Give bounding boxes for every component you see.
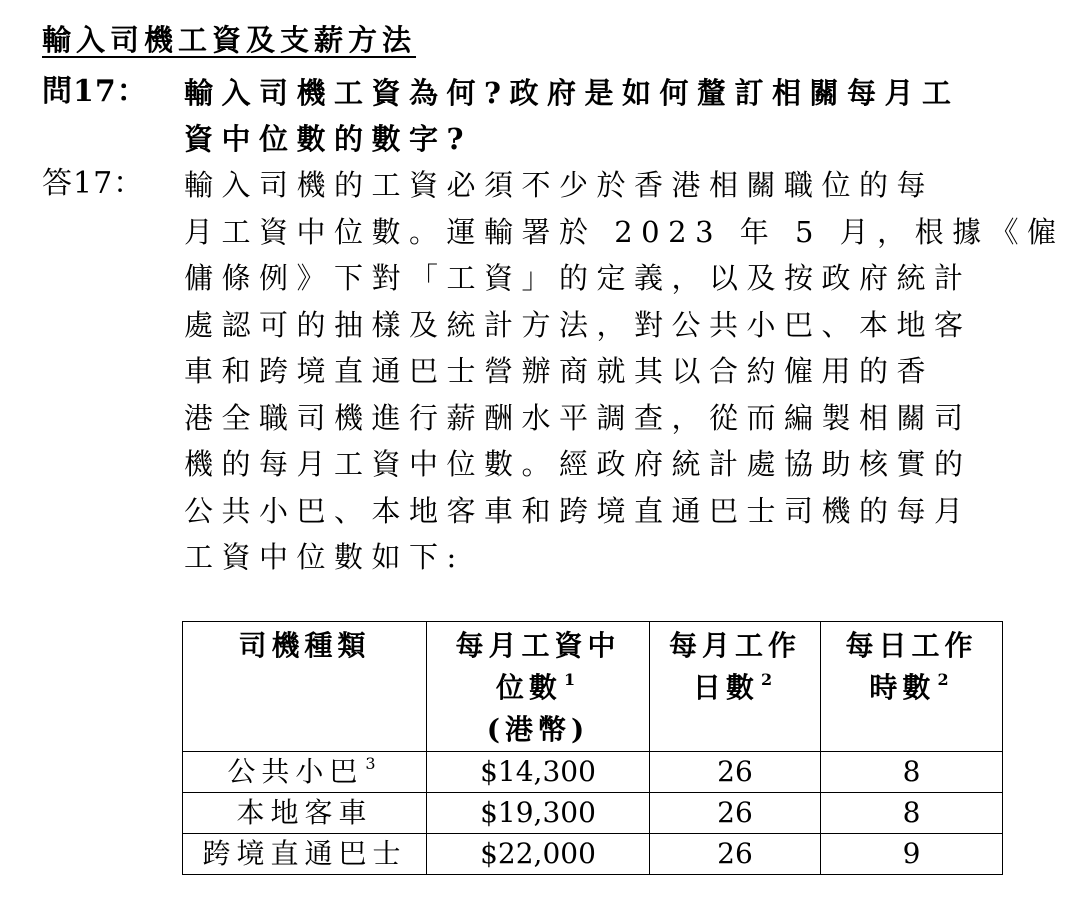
cell-median-wage: $14,300 bbox=[427, 752, 650, 793]
section-heading: 輸入司機工資及支薪方法 bbox=[42, 23, 417, 57]
answer-line: 傭條例》下對「工資」的定義，以及按政府統計 bbox=[184, 261, 972, 295]
header-line: (港幣) bbox=[486, 713, 590, 746]
cell-work-hours: 8 bbox=[821, 793, 1003, 834]
header-line: 時數 bbox=[869, 671, 936, 704]
question-line: 資中位數的數字? bbox=[184, 122, 472, 156]
header-line: 每月工資中 bbox=[455, 629, 621, 662]
answer-line: 處認可的抽樣及統計方法，對公共小巴、本地客 bbox=[184, 307, 972, 342]
answer-line: 輸入司機的工資必須不少於香港相關職位的每 bbox=[184, 168, 935, 202]
cell-work-days: 26 bbox=[650, 793, 821, 834]
header-line: 每日工作 bbox=[845, 629, 978, 662]
question-text bbox=[184, 70, 1034, 162]
header-line: 位數 bbox=[495, 671, 562, 704]
cell-work-hours: 9 bbox=[821, 834, 1003, 875]
answer-line: 港全職司機進行薪酬水平調查，從而編製相關司 bbox=[184, 400, 972, 435]
cell-driver-type: 跨境直通巴士 bbox=[183, 834, 427, 875]
question-line: 輸入司機工資為何?政府是如何釐訂相關每月工 bbox=[184, 76, 960, 110]
header-median-wage bbox=[427, 622, 650, 752]
cell-driver-type: 公共小巴 $^3$ bbox=[183, 752, 427, 793]
question-label: 問17： bbox=[42, 74, 148, 109]
header-line: 日數 bbox=[692, 671, 759, 704]
footnote-mark: 2 bbox=[760, 670, 778, 689]
answer-line: 工資中位數如下: bbox=[184, 540, 465, 574]
cell-work-days: 26 bbox=[650, 834, 821, 875]
cell-median-wage: $19,300 bbox=[427, 793, 650, 834]
cell-work-hours: 8 bbox=[821, 752, 1003, 793]
cell-median-wage: $22,000 bbox=[427, 834, 650, 875]
wage-table bbox=[182, 621, 1003, 875]
header-driver-type bbox=[183, 622, 427, 752]
cell-driver-type: 本地客車 bbox=[183, 793, 427, 834]
answer-line: 車和跨境直通巴士營辦商就其以合約僱用的香 bbox=[184, 354, 935, 388]
table-row bbox=[183, 793, 1003, 834]
cell-work-days: 26 bbox=[650, 752, 821, 793]
footnote-mark: 3 bbox=[365, 754, 382, 773]
footnote-mark: 1 bbox=[563, 670, 581, 689]
answer-line: 公共小巴、本地客車和跨境直通巴士司機的每月 bbox=[184, 493, 972, 528]
header-work-hours bbox=[821, 622, 1003, 752]
answer-text bbox=[184, 162, 1065, 581]
table-header-row bbox=[183, 622, 1003, 752]
answer-line: 月工資中位數。運輸署於 2023 年 5 月，根據《僱 bbox=[184, 214, 1065, 249]
header-line: 司機種類 bbox=[238, 629, 371, 662]
header-line: 每月工作 bbox=[668, 629, 801, 662]
answer-label: 答17： bbox=[42, 166, 145, 201]
footnote-mark: 2 bbox=[937, 670, 954, 689]
table-row bbox=[183, 834, 1003, 875]
answer-line: 機的每月工資中位數。經政府統計處協助核實的 bbox=[184, 447, 972, 481]
header-work-days bbox=[650, 622, 821, 752]
table-row bbox=[183, 752, 1003, 793]
